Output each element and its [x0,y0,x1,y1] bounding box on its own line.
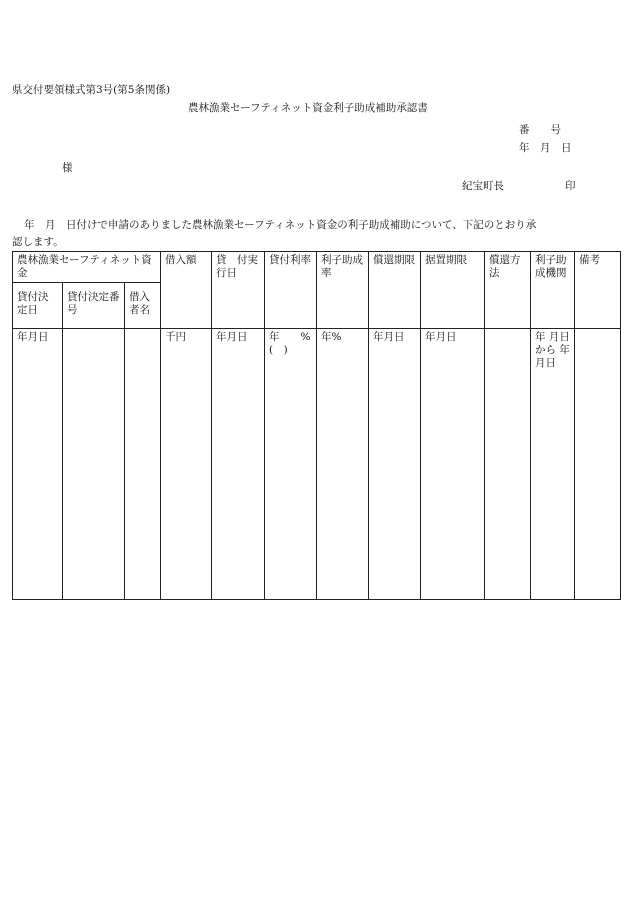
cell-repay-method [485,329,531,600]
cell-amount: 千円 [161,329,212,600]
date-label: 年 月 日 [519,142,572,154]
header-rate: 貸付利率 [265,252,317,329]
cell-rate [265,329,317,600]
number-label: 番 号 [519,124,561,136]
cell-deferral: 年月日 [421,329,485,600]
header-subsidy-period: 利子助成機関 [531,252,575,329]
header-subsidy-rate: 利子助成率 [317,252,369,329]
approval-table [12,251,621,600]
cell-remarks [575,329,621,600]
cell-borrower [125,329,161,600]
body-text-line-2: 認します。 [12,236,64,248]
header-repay-period: 償還期限 [369,252,421,329]
cell-decision-date: 年月日 [13,329,63,600]
cell-decision-number [63,329,125,600]
header-exec-date: 貸 付実行日 [212,252,265,329]
cell-exec-date: 年月日 [212,329,265,600]
header-group-fund: 農林漁業セーフティネット資金 [13,252,161,283]
table-row [13,329,621,600]
seal-mark: 印 [565,180,576,192]
document-title: 農林漁業セーフティネット資金利子助成補助承認書 [188,102,428,114]
form-reference: 県交付要領様式第3号(第5条関係) [12,84,171,96]
header-remarks: 備考 [575,252,621,329]
header-row-1 [13,252,621,283]
header-repay-method: 償還方法 [485,252,531,329]
header-decision-date: 貸付決定日 [13,283,63,329]
body-text-line-1: 年 月 日付けで申請のありました農林漁業セーフティネット資金の利子助成補助について、下記のとおり承 [24,219,537,231]
addressee-suffix: 様 [62,162,73,174]
cell-repay-period: 年月日 [369,329,421,600]
cell-rate-line-1: 年 % [269,331,311,343]
cell-subsidy-rate: 年% [317,329,369,600]
header-borrower: 借入者名 [125,283,161,329]
header-deferral: 据置期限 [421,252,485,329]
cell-subsidy-period: 年 月日 から 年月日 [531,329,575,600]
header-decision-number: 貸付決定番号 [63,283,125,329]
cell-rate-line-2: ( ) [269,344,288,356]
header-amount: 借入額 [161,252,212,329]
issuer-name: 紀宝町長 [462,180,504,192]
